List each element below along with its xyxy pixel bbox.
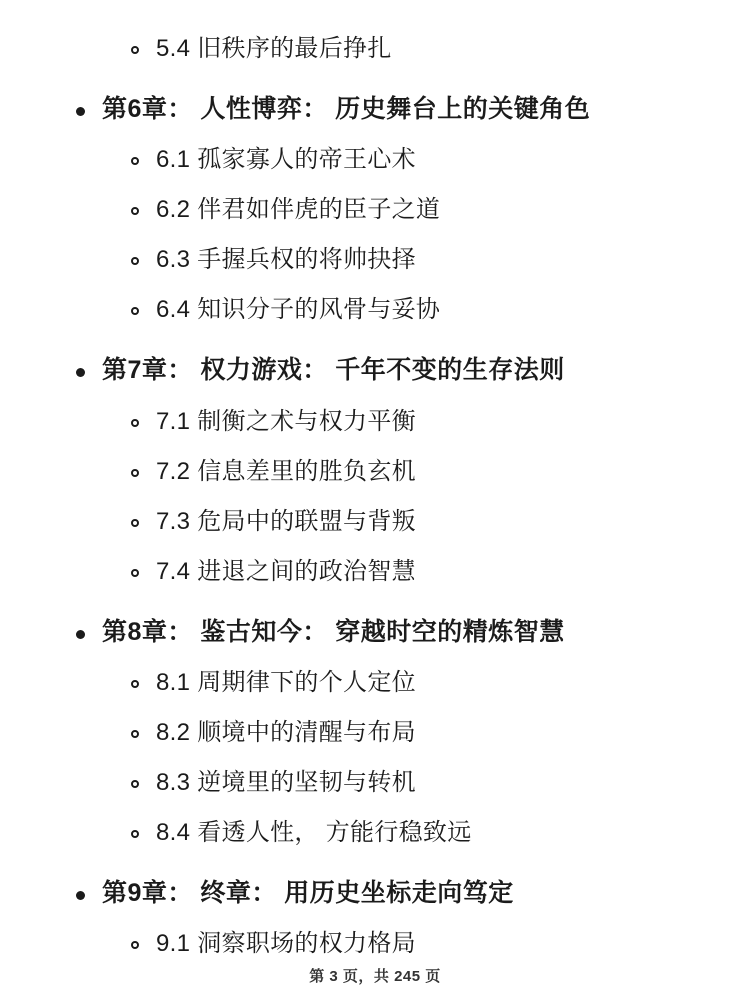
toc-entry-section[interactable] (46, 768, 704, 798)
spacer (46, 587, 704, 617)
spacer (46, 487, 704, 507)
page-footer: 第 3 页，共 245 页 (309, 968, 441, 985)
spacer (46, 798, 704, 818)
toc-entry-label: 6.2 伴君如伴虎的臣子之道 (156, 196, 441, 224)
hollow-bullet-icon (131, 680, 139, 688)
spacer (46, 64, 704, 94)
toc-entry-section[interactable] (46, 407, 704, 437)
spacer (46, 748, 704, 768)
toc-entry-section[interactable] (46, 245, 704, 275)
spacer (46, 848, 704, 878)
toc-entry-chapter[interactable] (46, 878, 704, 909)
hollow-bullet-icon (131, 419, 139, 427)
toc-entry-label: 9.1 洞察职场的权力格局 (156, 930, 416, 957)
hollow-bullet-icon (131, 780, 139, 788)
toc-entry-label: 5.4 旧秩序的最后挣扎 (156, 35, 392, 62)
toc-entry-label: 6.4 知识分子的风骨与妥协 (156, 296, 441, 324)
toc-entry-section[interactable] (46, 557, 704, 587)
spacer (46, 648, 704, 668)
toc-entry-label: 7.3 危局中的联盟与背叛 (156, 507, 416, 535)
hollow-bullet-icon (131, 157, 139, 165)
toc-entry-section[interactable] (46, 718, 704, 748)
hollow-bullet-icon (131, 469, 139, 477)
spacer (46, 325, 704, 355)
toc-entry-section[interactable] (46, 668, 704, 698)
toc-entry-label: 第6章： 人性博弈： 历史舞台上的关键角色 (102, 95, 591, 123)
toc-entry-label: 6.1 孤家寡人的帝王心术 (156, 146, 416, 174)
toc-entry-section[interactable] (46, 295, 704, 325)
hollow-bullet-icon (131, 46, 139, 54)
hollow-bullet-icon (131, 941, 139, 949)
hollow-bullet-icon (131, 307, 139, 315)
spacer (46, 698, 704, 718)
toc-entry-section[interactable] (46, 457, 704, 487)
toc-entry-section[interactable] (46, 34, 704, 64)
hollow-bullet-icon (131, 207, 139, 215)
toc-entry-label: 8.1 周期律下的个人定位 (156, 668, 416, 696)
toc-entry-label: 8.2 顺境中的清醒与布局 (156, 718, 416, 746)
hollow-bullet-icon (131, 730, 139, 738)
toc-entry-chapter[interactable] (46, 617, 704, 648)
spacer (46, 175, 704, 195)
toc-entry-label: 6.3 手握兵权的将帅抉择 (156, 246, 416, 274)
toc-entry-label: 7.2 信息差里的胜负玄机 (156, 457, 416, 485)
spacer (46, 225, 704, 245)
table-of-contents (46, 34, 704, 959)
toc-entry-chapter[interactable] (46, 355, 704, 386)
toc-entry-label: 8.4 看透人性， 方能行稳致远 (156, 818, 472, 846)
filled-bullet-icon (76, 368, 85, 377)
spacer (46, 275, 704, 295)
toc-entry-label: 7.1 制衡之术与权力平衡 (156, 407, 416, 435)
spacer (46, 909, 704, 929)
hollow-bullet-icon (131, 519, 139, 527)
spacer (46, 387, 704, 407)
toc-entry-label: 第9章： 终章： 用历史坐标走向笃定 (102, 878, 514, 907)
toc-entry-label: 第8章： 鉴古知今： 穿越时空的精炼智慧 (102, 617, 565, 646)
hollow-bullet-icon (131, 569, 139, 577)
toc-entry-label: 第7章： 权力游戏： 千年不变的生存法则 (102, 356, 565, 385)
toc-entry-section[interactable] (46, 929, 704, 959)
spacer (46, 537, 704, 557)
spacer (46, 125, 704, 145)
toc-entry-section[interactable] (46, 195, 704, 225)
toc-entry-section[interactable] (46, 818, 704, 848)
spacer (46, 437, 704, 457)
toc-entry-label: 7.4 进退之间的政治智慧 (156, 557, 416, 585)
filled-bullet-icon (76, 630, 85, 639)
hollow-bullet-icon (131, 830, 139, 838)
toc-entry-label: 8.3 逆境里的坚韧与转机 (156, 768, 416, 796)
filled-bullet-icon (76, 107, 85, 116)
toc-entry-section[interactable] (46, 507, 704, 537)
filled-bullet-icon (76, 891, 85, 900)
toc-entry-chapter[interactable] (46, 94, 704, 125)
hollow-bullet-icon (131, 257, 139, 265)
toc-entry-section[interactable] (46, 145, 704, 175)
